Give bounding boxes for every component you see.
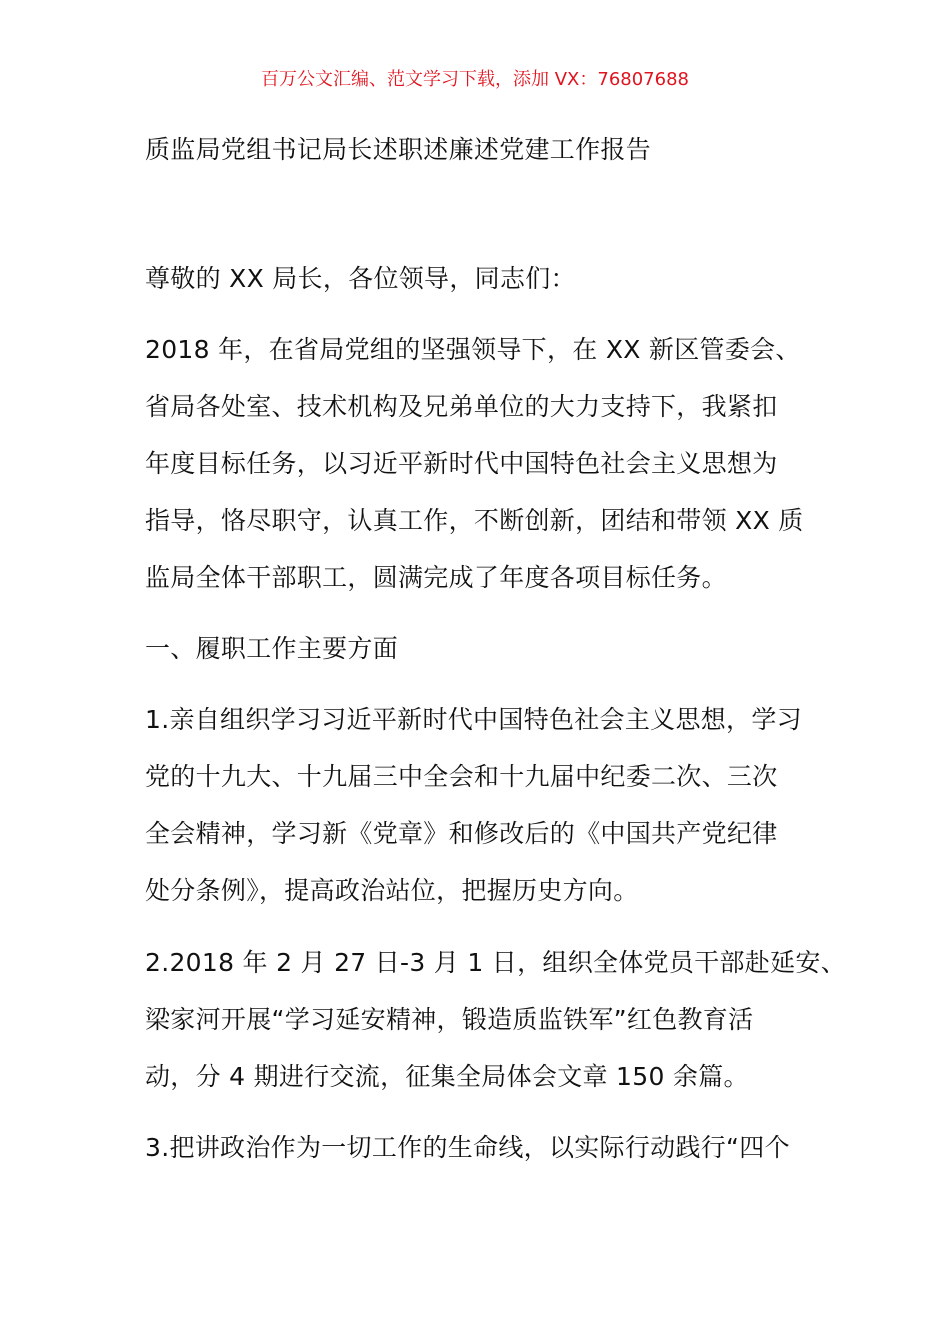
paragraph-line: 省局各处室、技术机构及兄弟单位的大力支持下，我紧扣 — [145, 392, 778, 421]
paragraph-line: 指导，恪尽职守，认真工作，不断创新，团结和带领 XX 质 — [145, 506, 804, 535]
paragraph-line: 年度目标任务，以习近平新时代中国特色社会主义思想为 — [145, 449, 778, 478]
paragraph-line: 3.把讲政治作为一切工作的生命线，以实际行动践行“四个 — [145, 1133, 790, 1162]
watermark-header: 百万公文汇编、范文学习下载，添加 VX：76807688 — [261, 69, 689, 90]
paragraph-line: 动，分 4 期进行交流，征集全局体会文章 150 余篇。 — [145, 1062, 749, 1091]
paragraph-line: 处分条例》，提高政治站位，把握历史方向。 — [145, 876, 639, 905]
paragraph-line: 梁家河开展“学习延安精神，锻造质监铁军”红色教育活 — [145, 1005, 754, 1034]
section-heading: 一、履职工作主要方面 — [145, 634, 399, 663]
paragraph-line: 2018 年，在省局党组的坚强领导下，在 XX 新区管委会、 — [145, 335, 801, 364]
greeting: 尊敬的 XX 局长，各位领导，同志们： — [145, 264, 576, 293]
paragraph-line: 1.亲自组织学习习近平新时代中国特色社会主义思想，学习 — [145, 705, 802, 734]
paragraph-line: 党的十九大、十九届三中全会和十九届中纪委二次、三次 — [145, 762, 778, 791]
paragraph-line: 2.2018 年 2 月 27 日-3 月 1 日，组织全体党员干部赴延安、 — [145, 948, 847, 977]
paragraph-line: 全会精神，学习新《党章》和修改后的《中国共产党纪律 — [145, 819, 778, 848]
paragraph-line: 监局全体干部职工，圆满完成了年度各项目标任务。 — [145, 563, 727, 592]
document-title: 质监局党组书记局长述职述廉述党建工作报告 — [145, 135, 652, 164]
